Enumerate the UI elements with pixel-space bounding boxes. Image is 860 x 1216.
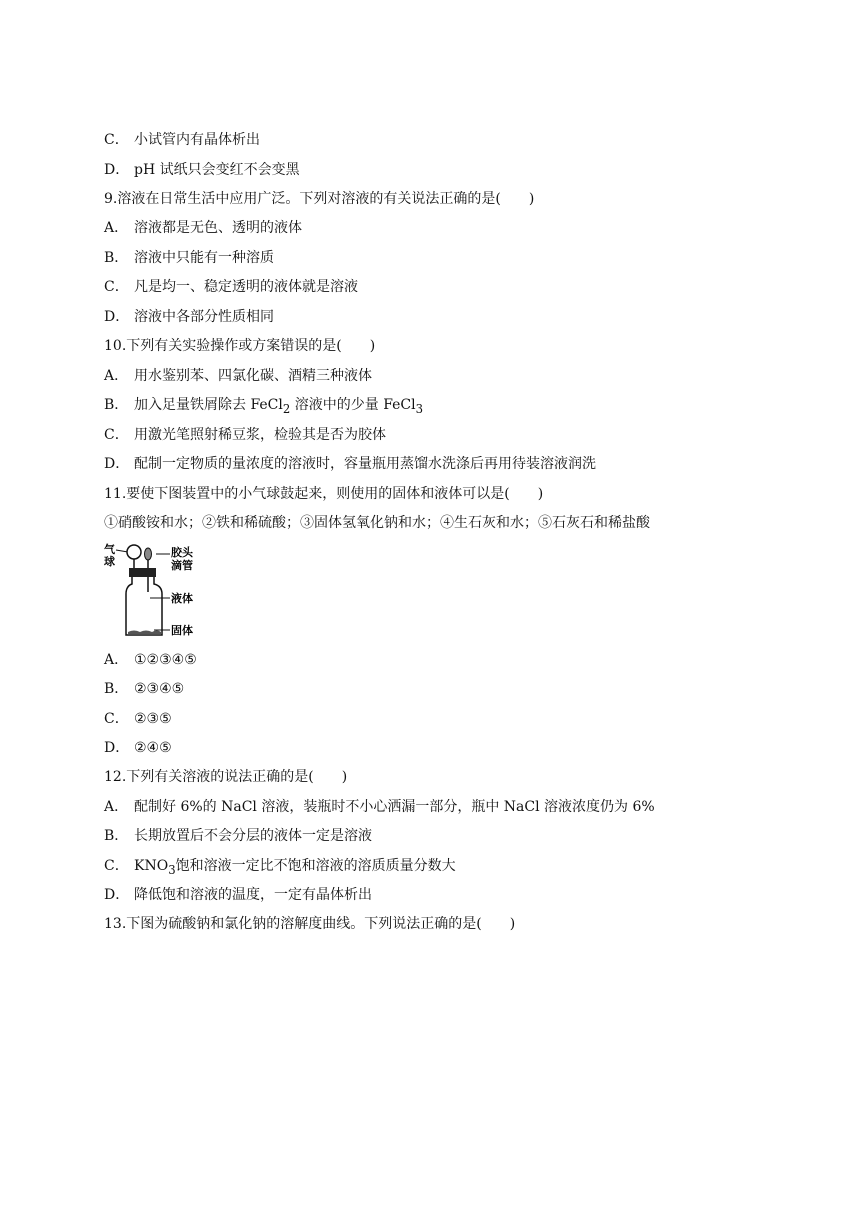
option-text: 溶液都是无色、透明的液体 [134,220,302,236]
q11-option-a [104,650,197,670]
q12-stem: 12.下列有关溶液的说法正确的是( ) [104,769,348,785]
option-label: A． [104,652,129,668]
q11-items: ①硝酸铵和水；②铁和稀硫酸；③固体氢氧化钠和水；④生石灰和水；⑤石灰石和稀盐酸 [104,515,650,531]
option-label: C． [104,279,129,295]
q11-option-c [104,709,172,729]
option-text: ②③⑤ [134,711,172,727]
q8-option-c [104,130,260,150]
q10-stem: 10.下列有关实验操作或方案错误的是( ) [104,338,376,354]
option-text: ②④⑤ [134,740,172,756]
solid-material [128,631,161,635]
option-text: 配制好 6%的 NaCl 溶液，装瓶时不小心洒漏一部分，瓶中 NaCl 溶液浓度仍为 6% [134,799,655,815]
q12-option-c [104,856,456,880]
dropper-label-2: 滴管 [171,559,193,572]
subscript: 3 [168,862,176,877]
option-label: C． [104,858,129,874]
option-label: D． [104,740,130,756]
option-text: 降低饱和溶液的温度，一定有晶体析出 [134,887,372,903]
q11-option-b [104,679,184,699]
q9-option-c [104,277,358,297]
option-label: C． [104,132,129,148]
dropper-label-1: 胶头 [171,546,193,559]
option-text: 凡是均一、稳定透明的液体就是溶液 [134,279,358,295]
q8-option-d [104,160,300,180]
dropper-bulb [145,548,152,560]
option-text-pre: 加入足量铁屑除去 FeCl [134,397,283,413]
balloon-leader [116,550,128,552]
solid-label: 固体 [171,624,193,637]
option-label: B． [104,828,129,844]
q9-option-b [104,248,274,268]
q9-option-a [104,218,302,238]
option-text: ②③④⑤ [134,681,185,697]
option-label: D． [104,309,130,325]
option-label: B． [104,250,129,266]
q10-option-d [104,454,596,474]
q12-option-b [104,826,372,846]
q12-option-a [104,797,655,817]
option-text: 用水鉴别苯、四氯化碳、酒精三种液体 [134,368,372,384]
balloon-label-1: 气 [104,543,115,556]
balloon-shape [127,545,141,559]
q9-option-d [104,307,274,327]
option-label: C． [104,711,129,727]
q11-stem: 11.要使下图装置中的小气球鼓起来，则使用的固体和液体可以是( ) [104,486,544,502]
option-label: A． [104,220,129,236]
option-text: 长期放置后不会分层的液体一定是溶液 [134,828,372,844]
balloon-label-2: 球 [104,555,115,568]
option-text: 小试管内有晶体析出 [134,132,260,148]
stopper [129,568,156,577]
q10-option-b [104,395,423,419]
q9-stem: 9.溶液在日常生活中应用广泛。下列对溶液的有关说法正确的是( ) [104,191,535,207]
option-label: C． [104,427,129,443]
option-label: A． [104,799,129,815]
option-text: ①②③④⑤ [134,652,197,668]
option-text-post: 饱和溶液一定比不饱和溶液的溶质质量分数大 [175,858,456,874]
option-text: 溶液中只能有一种溶质 [134,250,274,266]
q12-option-d [104,885,372,905]
option-text: pH 试纸只会变红不会变黑 [134,162,300,178]
option-label: D． [104,162,130,178]
option-label: D． [104,456,130,472]
q11-option-d [104,738,172,758]
option-label: A． [104,368,129,384]
q13-stem: 13.下图为硫酸钠和氯化钠的溶解度曲线。下列说法正确的是( ) [104,916,516,932]
bottle [126,577,162,635]
subscript: 2 [282,401,291,416]
option-label: D． [104,887,130,903]
subscript: 3 [415,401,424,416]
option-text: 溶液中各部分性质相同 [134,309,274,325]
option-label: B． [104,681,129,697]
apparatus-figure [104,540,204,640]
option-text-mid: 溶液中的少量 FeCl [290,397,416,413]
q10-option-a [104,366,372,386]
q10-option-c [104,425,386,445]
liquid-label: 液体 [171,592,193,605]
option-text: 用激光笔照射稀豆浆，检验其是否为胶体 [134,427,386,443]
option-label: B． [104,397,129,413]
option-text: 配制一定物质的量浓度的溶液时，容量瓶用蒸馏水洗涤后再用待装溶液润洗 [134,456,596,472]
option-text-pre: KNO [134,858,169,874]
